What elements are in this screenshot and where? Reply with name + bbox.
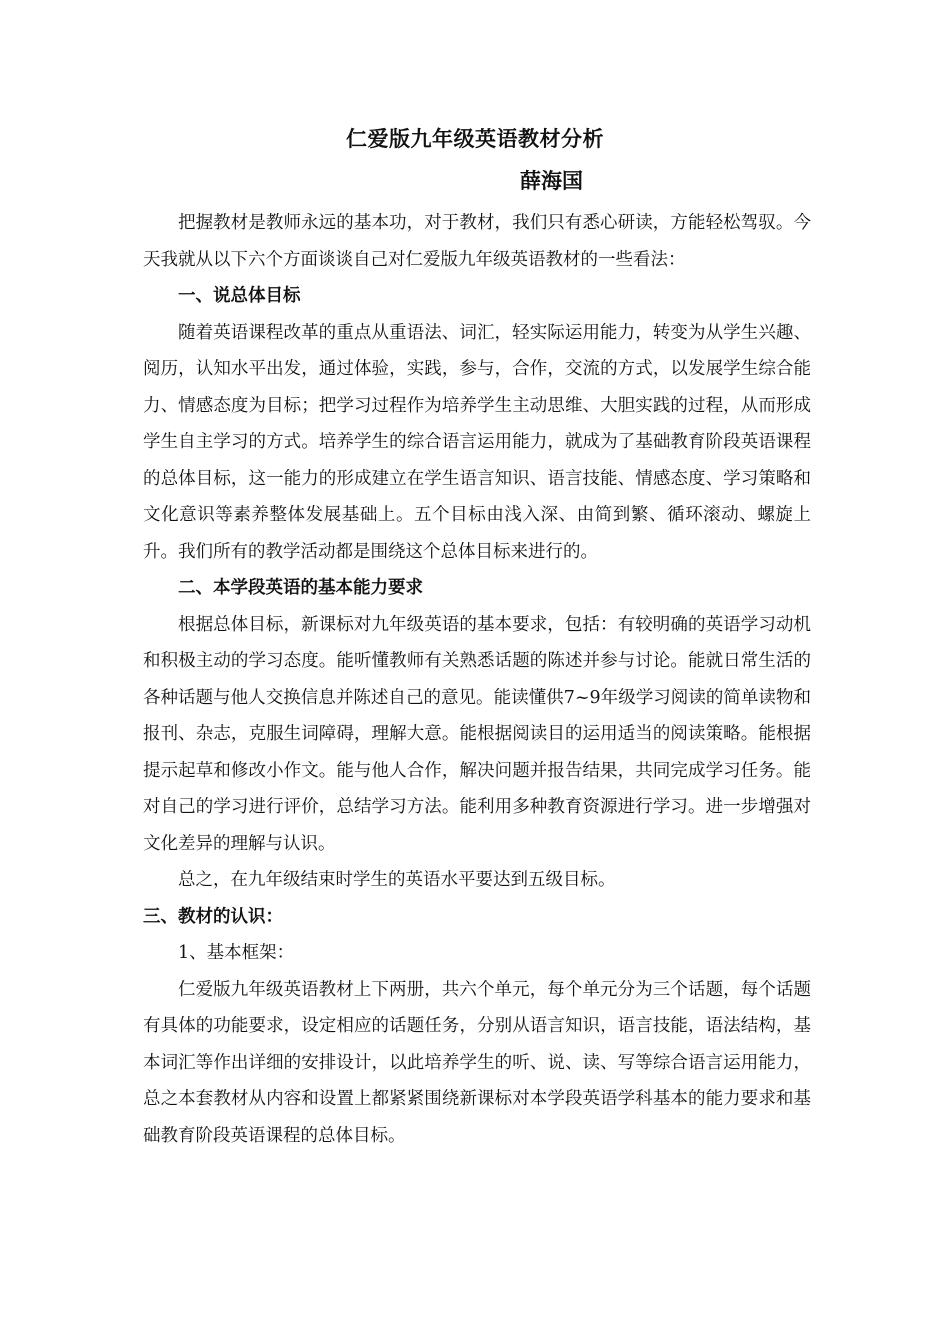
section-2-summary: 总之，在九年级结束时学生的英语水平要达到五级目标。	[178, 870, 616, 890]
section-3-heading: 三、教材的认识：	[143, 906, 283, 927]
section-2-heading: 二、本学段英语的基本能力要求	[178, 578, 423, 598]
document-title: 仁爱版九年级英语教材分析	[346, 126, 604, 151]
section-1-paragraph: 随着英语课程改革的重点从重语法、词汇，轻实际运用能力，转变为从学生兴趣、阅历，认知水平出发，通过体验，实践，参与，合作，交流的方式，以发展学生综合能力、情感态度为目标；把学习过程作为培养学生主动思维、大胆实践的过程，从而形成学生自主学习的方式。培养学生的综合语言运用能力，就成为了基础教育阶段英语课程的总体目标，这一能力的形成建立在学生语言知识、语言技能、情感态度、学习策略和文化意识等素养整体发展基础上。五个目标由浅入深、由简到繁、循环滚动、螺旋上升。我们所有的教学活动都是围绕这个总体目标来进行的。	[143, 322, 811, 562]
document-body	[143, 205, 811, 1154]
section-3-paragraph: 仁爱版九年级英语教材上下两册，共六个单元，每个单元分为三个话题，每个话题有具体的功能要求，设定相应的话题任务，分别从语言知识，语言技能，语法结构，基本词汇等作出详细的安排设计，以此培养学生的听、说、读、写等综合语言运用能力，总之本套教材从内容和设置上都紧紧围绕新课标对本学段英语学科基本的能力要求和基础教育阶段英语课程的总体目标。	[143, 979, 811, 1146]
intro-paragraph: 把握教材是教师永远的基本功，对于教材，我们只有悉心研读，方能轻松驾驭。今天我就从以下六个方面谈谈自己对仁爱版九年级英语教材的一些看法：	[143, 213, 811, 270]
section-1-heading: 一、说总体目标	[178, 286, 301, 306]
document-author: 薛海国	[520, 168, 583, 193]
section-2-paragraph: 根据总体目标，新课标对九年级英语的基本要求，包括：有较明确的英语学习动机和积极主动的学习态度。能听懂教师有关熟悉话题的陈述并参与讨论。能就日常生活的各种话题与他人交换信息并陈述自己的意见。能读懂供7~9年级学习阅读的简单读物和报刊、杂志，克服生词障碍，理解大意。能根据阅读目的运用适当的阅读策略。能根据提示起草和修改小作文。能与他人合作，解决问题并报告结果，共同完成学习任务。能对自己的学习进行评价，总结学习方法。能利用多种教育资源进行学习。进一步增强对文化差异的理解与认识。	[143, 614, 811, 854]
section-3-subheading: 1、基本框架：	[178, 943, 295, 963]
